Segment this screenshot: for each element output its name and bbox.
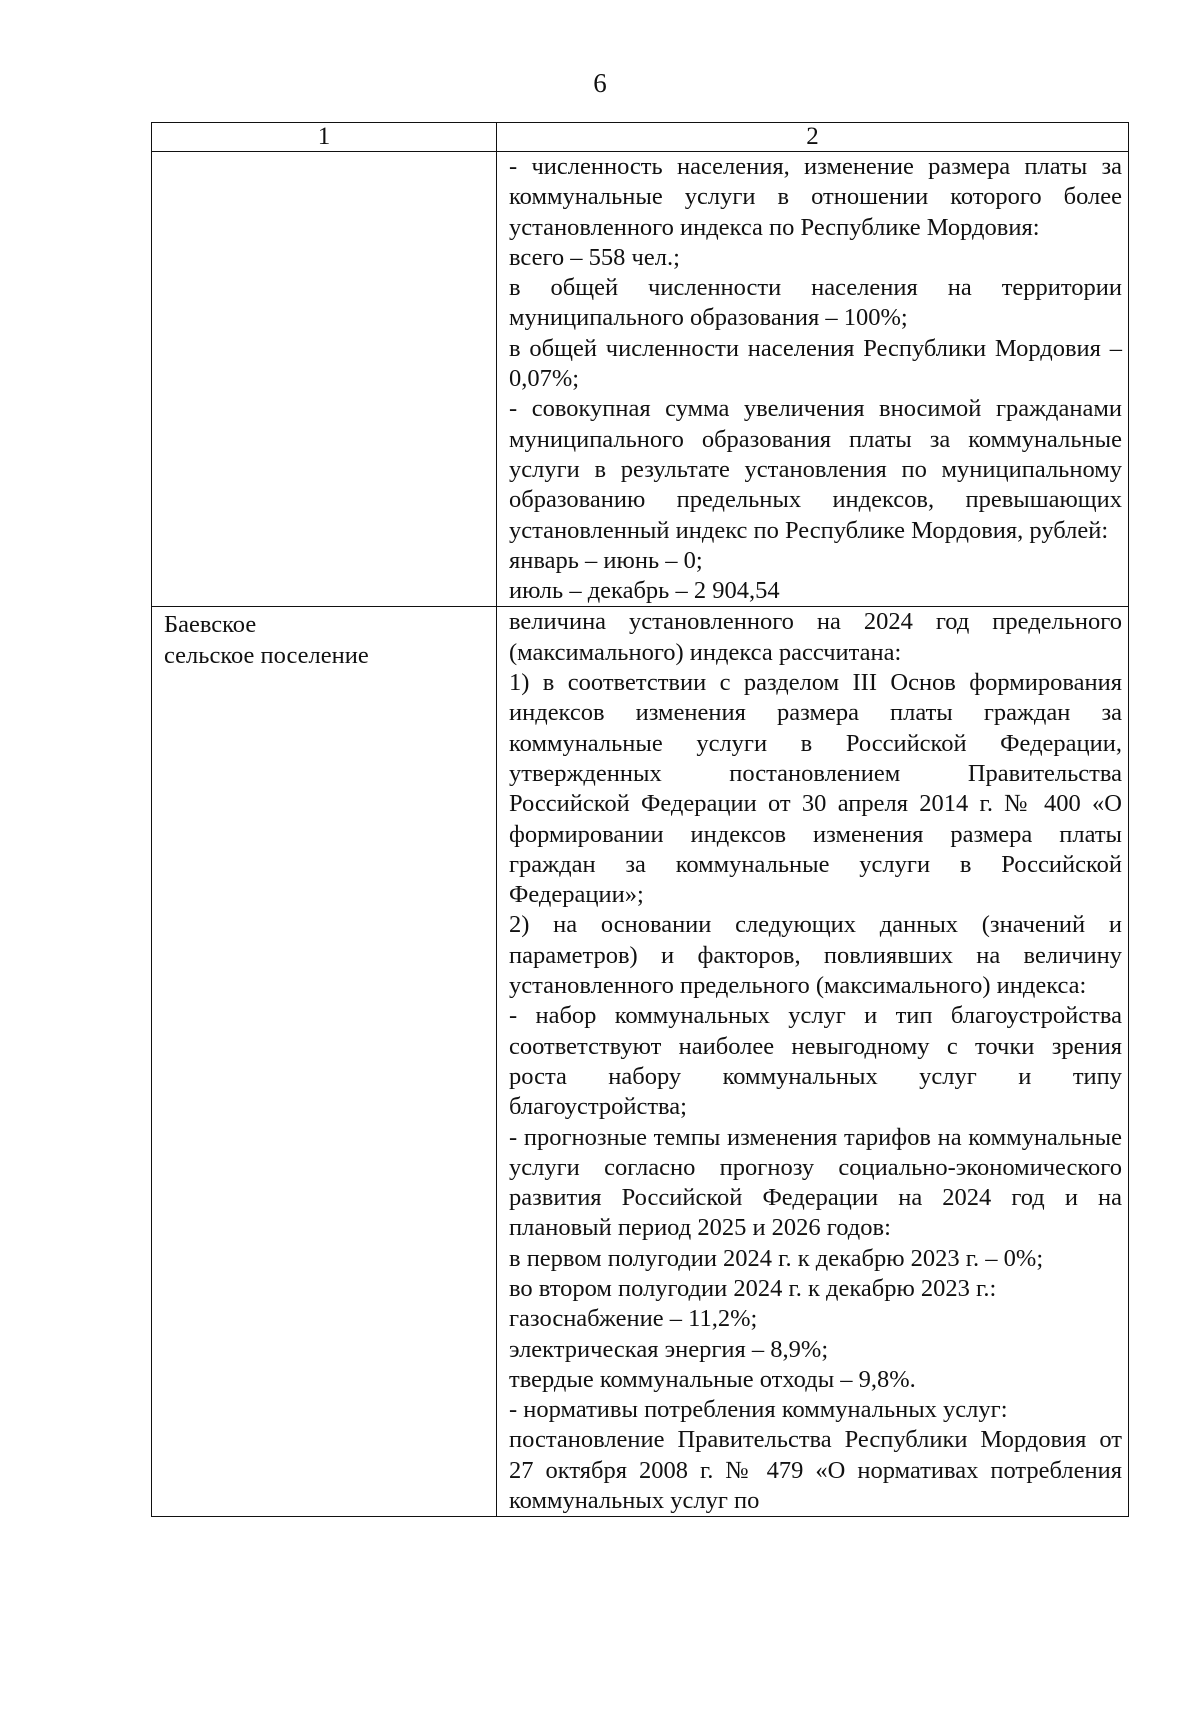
paragraph: величина установленного на 2024 год предельного (максимального) индекса рассчитана: xyxy=(509,608,1122,666)
paragraph: в общей численности населения на территории муниципального образования – 100%; xyxy=(509,274,1122,332)
paragraph: - совокупная сумма увеличения вносимой гражданами муниципального образования платы за коммунальные услуги в результате установления по муниципальному образованию предельных индексов, превышающих установленный индекс по Республике Мордовия, рублей: xyxy=(509,395,1122,544)
row-2-label-cell xyxy=(152,607,497,1517)
paragraph: во втором полугодии 2024 г. к декабрю 2023 г.: xyxy=(509,1274,997,1302)
paragraph: 1) в соответствии с разделом III Основ формирования индексов изменения размера платы граждан за коммунальные услуги в Российской Федерации, утвержденных постановлением Правительства Российской Федерации от 30 апреля 2014 г. № 400 «О формировании индексов изменения размера платы граждан за коммунальные услуги в Российской Федерации»; xyxy=(509,669,1122,909)
column-header-1: 1 xyxy=(152,123,497,152)
data-table xyxy=(151,122,1129,1517)
paragraph: газоснабжение – 11,2%; xyxy=(509,1305,758,1333)
paragraph: - численность населения, изменение размера платы за коммунальные услуги в отношении которого более установленного индекса по Республике Мордовия: xyxy=(509,153,1122,241)
paragraph: июль – декабрь – 2 904,54 xyxy=(509,577,780,605)
paragraph: всего – 558 чел.; xyxy=(509,243,680,271)
paragraph: постановление Правительства Республики Мордовия от 27 октября 2008 г. № 479 «О нормативах потребления коммунальных услуг по xyxy=(509,1426,1122,1515)
table-row xyxy=(152,152,1129,607)
paragraph: - набор коммунальных услуг и тип благоустройства соответствуют наиболее невыгодному с точки зрения роста набору коммунальных услуг и типу благоустройства; xyxy=(509,1002,1122,1121)
page-number: 6 xyxy=(593,68,607,98)
row-2-content-cell xyxy=(497,607,1129,1517)
paragraph: в первом полугодии 2024 г. к декабрю 2023 г. – 0%; xyxy=(509,1244,1044,1272)
table-row xyxy=(152,607,1129,1517)
municipality-name: Баевское xyxy=(164,611,257,639)
table-header-row xyxy=(152,123,1129,152)
column-header-2: 2 xyxy=(497,123,1129,152)
row-1-content-cell xyxy=(497,152,1129,607)
paragraph: в общей численности населения Республики Мордовия – 0,07%; xyxy=(509,334,1122,393)
row-1-label-cell xyxy=(152,152,497,607)
paragraph: - прогнозные темпы изменения тарифов на коммунальные услуги согласно прогнозу социально-экономического развития Российской Федерации на 2024 год и на плановый период 2025 и 2026 годов: xyxy=(509,1123,1122,1242)
paragraph: электрическая энергия – 8,9%; xyxy=(509,1335,829,1363)
paragraph: твердые коммунальные отходы – 9,8%. xyxy=(509,1365,916,1393)
paragraph: - нормативы потребления коммунальных услуг: xyxy=(509,1396,1008,1424)
paragraph: январь – июнь – 0; xyxy=(509,546,703,574)
paragraph: 2) на основании следующих данных (значений и параметров) и факторов, повлиявших на величину установленного предельного (максимального) индекса: xyxy=(509,911,1122,1000)
municipality-type: сельское поселение xyxy=(164,642,369,670)
